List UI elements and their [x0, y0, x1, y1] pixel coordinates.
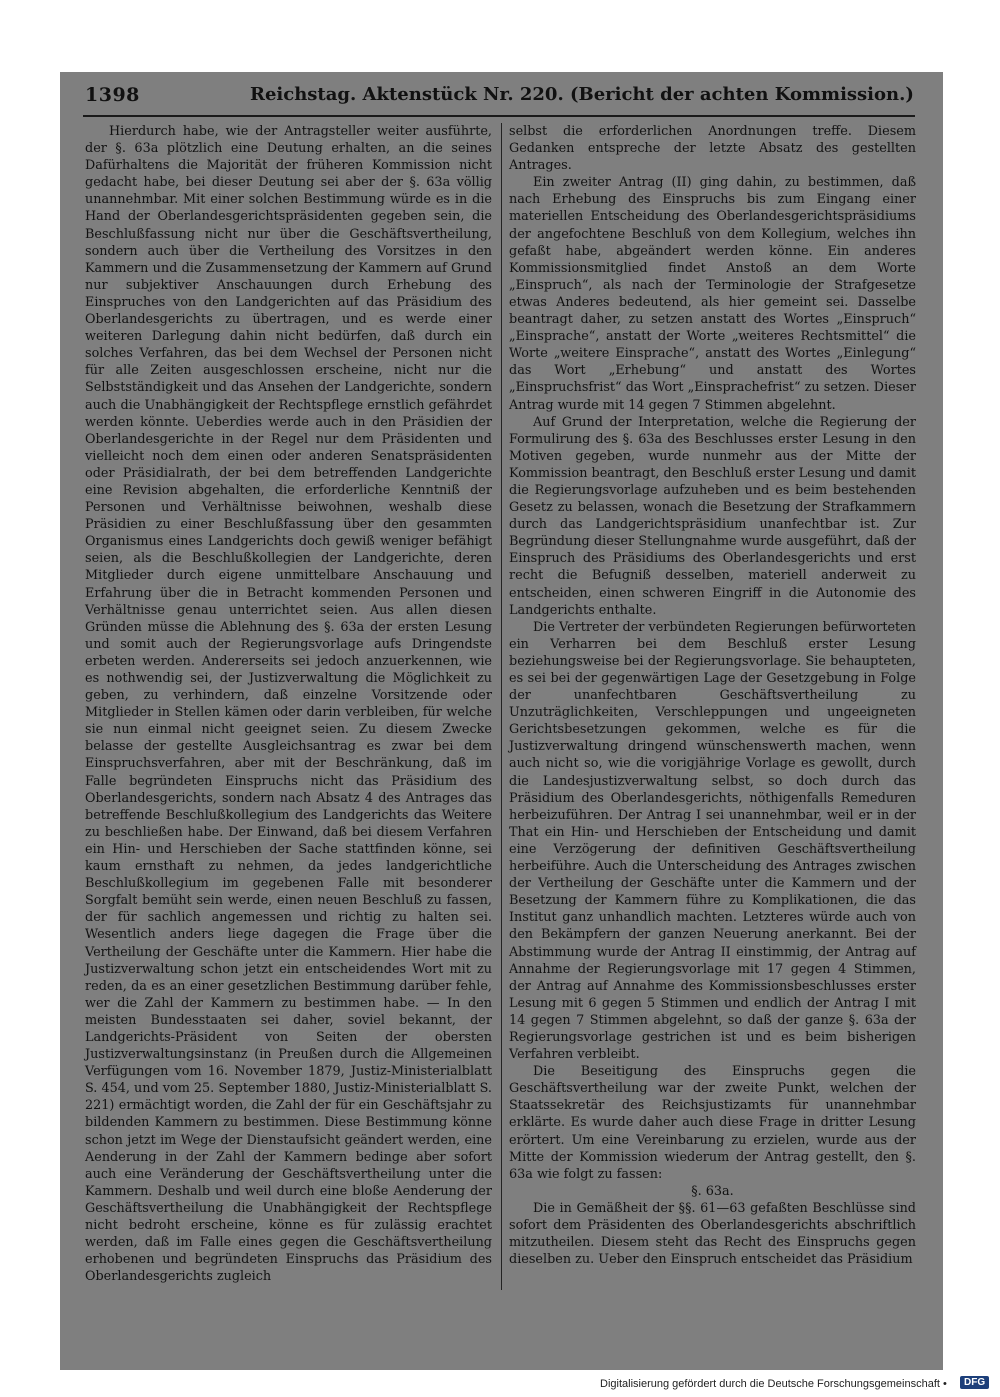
header-rule: [83, 115, 915, 117]
dfg-logo: DFG: [960, 1376, 989, 1389]
paragraph: Die Vertreter der verbündeten Regierungen befürworteten ein Verharren bei dem Beschluß erster Lesung beziehungsweise bei der Regierungsvorlage. Sie behaupteten, es sei bei der gegenwärtigen Lage der Gesetzgebung in Folge der unanfechtbaren Geschäftsvertheilung zu Unzuträglichkeiten, Verschleppungen und ungeeigneten Gerichtsbesetzungen gekommen, welche es für die Justizverwaltung dringend wünschenswerth machen, wenn auch nicht so, wie die vorigjährige Vorlage es gewollt, durch die Landesjustizverwaltung selbst, so doch durch das Präsidium des Oberlandesgerichts, nöthigenfalls Remeduren herbeizuführen. Der Antrag I sei unannehmbar, weil er in der That ein Hin- und Herschieben der Entscheidung und damit eine Verzögerung der definitiven Geschäftsvertheilung herbeiführe. Auch die Unterscheidung des Antrages zwischen der Vertheilung der Geschäfte unter die Kammern und der Besetzung der Kammern führe zu Komplikationen, die das Institut ganz unhandlich machten. Letzteres würde auch von den Bekämpfern der ganzen Neuerung anerkannt. Bei der Abstimmung wurde der Antrag II einstimmig, der Antrag auf Annahme der Regierungsvorlage mit 17 gegen 4 Stimmen, der Antrag auf Annahme des Kommissionsbeschlusses erster Lesung mit 6 gegen 5 Stimmen und endlich der Antrag I mit 14 gegen 7 Stimmen abgelehnt, so daß der ganze §. 63a der Regierungsvorlage gestrichen ist und es beim bisherigen Verfahren verbleibt.: [509, 619, 916, 1063]
paragraph: Auf Grund der Interpretation, welche die Regierung der Formulirung des §. 63a des Beschlusses erster Lesung in den Motiven gegeben, wurde nunmehr aus der Mitte der Kommission beantragt, den Beschluß erster Lesung und damit die Regierungsvorlage aufzuheben und es beim bestehenden Gesetz zu belassen, wonach die Besetzung der Strafkammern durch das Landgerichtspräsidium unanfechtbar ist. Zur Begründung dieser Stellungnahme wurde ausgeführt, daß der Einspruch des Präsidiums des Oberlandesgerichts und erst recht die Befugniß desselben, materiell anderweit zu entscheiden, einen schweren Eingriff in die Autonomie des Landgerichts enthalte.: [509, 414, 916, 618]
running-title: Reichstag. Aktenstück Nr. 220. (Bericht der achten Kommission.): [250, 84, 914, 105]
page-number: 1398: [85, 84, 140, 106]
column-divider: [501, 123, 502, 1290]
page-header: [85, 84, 915, 110]
paragraph: Hierdurch habe, wie der Antragsteller weiter ausführte, der §. 63a plötzlich eine Deutung erhalten, an die seines Dafürhaltens die Majorität der früheren Kommission nicht gedacht habe, bei dieser Deutung sei aber der §. 63a völlig unannehmbar. Mit einer solchen Bestimmung würde es in die Hand der Oberlandesgerichtspräsidenten gegeben sein, die Beschlußfassung nicht nur über die Geschäftsvertheilung, sondern auch über die Vertheilung des Vorsitzes in den Kammern und die Zusammensetzung der Kammern auf Grund nur subjektiver Anschauungen durch Erhebung des Einspruches von den Landgerichten auf das Präsidium des Oberlandesgerichts zu übertragen, und es werde einer weiteren Darlegung dahin nicht bedürfen, daß durch ein solches Verfahren, das bei dem Wechsel der Personen nicht für alle Zeiten ausgeschlossen erscheine, nicht nur die Selbstständigkeit und das Ansehen der Landgerichte, sondern auch die Unabhängigkeit der Rechtspflege ernstlich gefährdet werden könnte. Ueberdies werde auch in den Präsidien der Oberlandesgerichte in der Regel nur dem Präsidenten und vielleicht noch dem einen oder anderen Senatspräsidenten oder Präsidialrath, der bei dem betreffenden Landgerichte eine Revision abgehalten, die erforderliche Kenntniß der Personen und Verhältnisse beiwohnen, weshalb diese Präsidien zu einer Beschlußfassung über den gesammten Organismus eines Landgerichts doch gewiß weniger befähigt seien, als die Beschlußkollegien der Landgerichte, deren Mitglieder durch eigene unmittelbare Anschauung und Erfahrung über die in Betracht kommenden Personen und Verhältnisse genau unterrichtet seien. Aus allen diesen Gründen müsse die Ablehnung des §. 63a der ersten Lesung und somit auch der Regierungsvorlage aufs Dringendste erbeten werden. Andererseits sei jedoch anzuerkennen, wie es nothwendig sei, der Justizverwaltung die Möglichkeit zu geben, zu verhindern, daß einzelne Vorsitzende oder Mitglieder in Stellen kämen oder darin verbleiben, für welche sie nun einmal nicht geeignet seien. Zu diesem Zwecke belasse der gestellte Ausgleichsantrag es zwar bei dem Einspruchsverfahren, aber mit der Beschränkung, daß im Falle begründeten Einspruchs nicht das Präsidium des Oberlandesgerichts, sondern nach Absatz 4 des Antrages das betreffende Beschlußkollegium des Landgerichts das Weitere zu beschließen habe. Der Einwand, daß bei diesem Verfahren ein Hin- und Herschieben der Sache stattfinden könne, sei kaum ernsthaft zu nehmen, da jedes landgerichtliche Beschlußkollegium im gegebenen Falle mit besonderer Sorgfalt bemüht sein werde, einen neuen Beschluß zu fassen, der für sachlich angemessen und richtig zu halten sei. Wesentlich anders liege dagegen die Frage über die Vertheilung der Geschäfte unter die Kammern. Hier habe die Justizverwaltung schon jetzt ein entscheidendes Wort mit zu reden, da es an einer gesetzlichen Bestimmung darüber fehle, wer die Zahl der Kammern zu bestimmen habe. — In den meisten Bundesstaaten sei daher, soviel bekannt, der Landgerichts-Präsident von Seiten der obersten Justizverwaltungsinstanz (in Preußen durch die Allgemeinen Verfügungen vom 16. November 1879, Justiz-Ministerialblatt S. 454, und vom 25. September 1880, Justiz-Ministerialblatt S. 221) ermächtigt worden, die Zahl der für ein Geschäftsjahr zu bildenden Kammern zu bestimmen. Diese Bestimmung könne schon jetzt im Wege der Dienstaufsicht geändert werden, eine Aenderung in der Zahl der Kammern bedinge aber sofort auch eine Veränderung der Geschäftsvertheilung unter die Kammern. Deshalb und weil durch eine bloße Aenderung der Geschäftsvertheilung die Unabhängigkeit der Rechtspflege nicht bedroht erscheine, könne es für zulässig erachtet werden, daß im Falle eines gegen die Geschäftsvertheilung erhobenen und begründeten Einspruchs das Präsidium des Oberlandesgerichts zugleich: [85, 124, 492, 1285]
paragraph: Ein zweiter Antrag (II) ging dahin, zu bestimmen, daß nach Erhebung des Einspruchs bis zum Eingang einer materiellen Entscheidung des Oberlandesgerichtspräsidiums der angefochtene Beschluß von dem Kollegium, welches ihn gefaßt habe, abgeändert werden könne. Ein anderes Kommissionsmitglied findet Anstoß an dem Worte „Einspruch“, als nach der Terminologie der Strafgesetze etwas Anderes bedeutend, als hier gemeint sei. Dasselbe beantragt daher, zu setzen anstatt des Wortes „Einspruch“ „Einsprache“, anstatt der Worte „weiteres Rechtsmittel“ die Worte „weitere Einsprache“, anstatt des Wortes „Einlegung“ das Wort „Erhebung“ und anstatt des Wortes „Einspruchsfrist“ das Wort „Einsprachefrist“ zu setzen. Dieser Antrag wurde mit 14 gegen 7 Stimmen abgelehnt.: [509, 175, 916, 413]
left-column: [85, 123, 492, 1285]
section-heading: §. 63a.: [691, 1183, 734, 1199]
paragraph: Die Beseitigung des Einspruchs gegen die Geschäftsvertheilung war der zweite Punkt, welchen der Staatssekretär des Reichsjustizamts für unannehmbar erklärte. Es wurde daher auch diese Frage in dritter Lesung erörtert. Um eine Vereinbarung zu erzielen, wurde aus der Mitte der Kommission wiederum der Antrag gestellt, den §. 63a wie folgt zu fassen:: [509, 1064, 916, 1182]
digitization-credit: Digitalisierung gefördert durch die Deutsche Forschungsgemeinschaft •: [600, 1378, 947, 1390]
right-column: [509, 123, 916, 1268]
section-text: Die in Gemäßheit der §§. 61—63 gefaßten Beschlüsse sind sofort dem Präsidenten des Oberlandesgerichts abschriftlich mitzutheilen. Diesem steht das Recht des Einspruchs gegen dieselben zu. Ueber den Einspruch entscheidet das Präsidium: [509, 1200, 916, 1268]
paragraph: selbst die erforderlichen Anordnungen treffe. Diesem Gedanken entspreche der letzte Absatz des gestellten Antrages.: [509, 124, 916, 174]
